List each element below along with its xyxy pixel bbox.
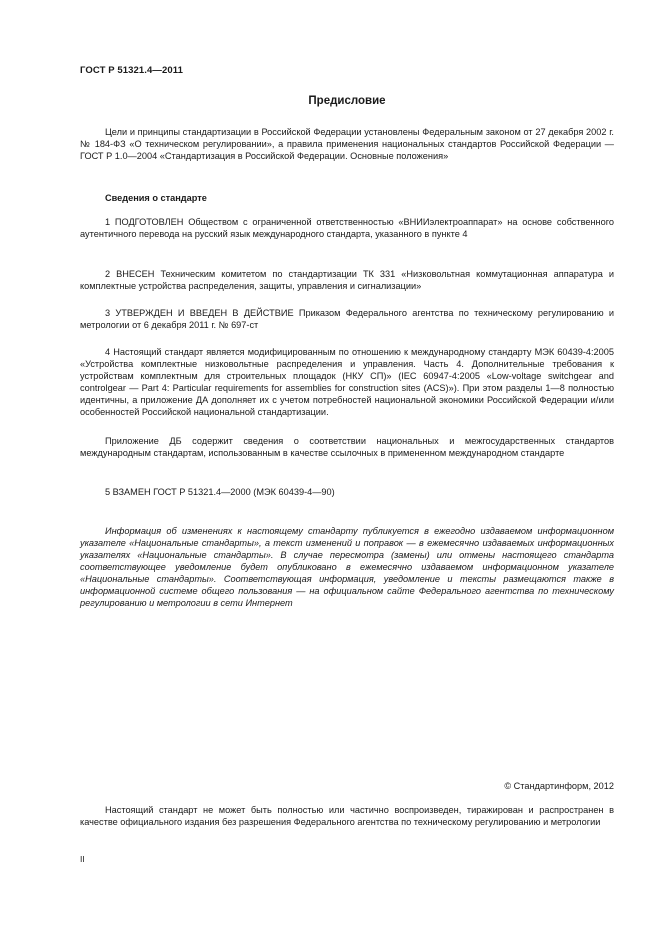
item-5-paragraph: 5 ВЗАМЕН ГОСТ Р 51321.4—2000 (МЭК 60439-4—90) (105, 487, 335, 497)
reproduction-notice: Настоящий стандарт не может быть полностью или частично воспроизведен, тиражирован и распространен в качестве официального издания без разрешения Федерального агентства по техническому регулированию и метрологии (80, 805, 614, 827)
information-notice: Информация об изменениях к настоящему стандарту публикуется в ежегодно издаваемом информационном указателе «Национальные стандарты», а текст изменений и поправок — в ежемесячно издаваемых информационных указателях «Национальные стандарты». В случае пересмотра (замены) или отмены настоящего стандарта соответствующее уведомление будет опубликовано в ежемесячно издаваемом информационном указателе «Национальные стандарты». Соответствующая информация, уведомление и тексты размещаются также в информационной системе общего пользования — на официальном сайте Федерального агентства по техническому регулированию и метрологии в сети Интернет (80, 526, 614, 608)
item-2-paragraph: 2 ВНЕСЕН Техническим комитетом по стандартизации ТК 331 «Низковольтная коммутационная аппаратура и комплектные устройства распределения, защиты, управления и сигнализации» (80, 269, 614, 291)
intro-paragraph: Цели и принципы стандартизации в Российской Федерации установлены Федеральным законом от 27 декабря 2002 г. № 184-ФЗ «О техническом регулировании», а правила применения национальных стандартов Российской Федерации — ГОСТ Р 1.0—2004 «Стандартизация в Российской Федерации. Основные положения» (80, 127, 614, 161)
section-subheading: Сведения о стандарте (105, 193, 207, 203)
document-code: ГОСТ Р 51321.4—2011 (80, 65, 184, 76)
page-number: II (80, 854, 85, 864)
item-1-paragraph: 1 ПОДГОТОВЛЕН Обществом с ограниченной ответственностью «ВНИИэлектроаппарат» на основе собственного аутентичного перевода на русский язык международного стандарта, указанного в пункте 4 (80, 217, 614, 239)
item-3-paragraph: 3 УТВЕРЖДЕН И ВВЕДЕН В ДЕЙСТВИЕ Приказом Федерального агентства по техническому регулированию и метрологии от 6 декабря 2011 г. № 697-ст (80, 308, 614, 330)
item-4-paragraph: 4 Настоящий стандарт является модифицированным по отношению к международному стандарту МЭК 60439-4:2005 «Устройства комплектные низковольтные распределения и управления. Часть 4. Дополнительные требования к устройствам комплектным для строительных площадок (НКУ СП)» (IEC 60947-4:2005 «Low-voltage switchgear and controlgear — Part 4: Particular requirements for assemblies for construction sites (ACS)»). При этом разделы 1—8 полностью идентичны, а приложение ДА дополняет их с учетом потребностей национальной экономики Российской Федерации и/или особенностей Российской национальной стандартизации. (80, 347, 614, 417)
page-title: Предисловие (308, 95, 386, 107)
item-4-annex-paragraph: Приложение ДБ содержит сведения о соответствии национальных и межгосударственных стандартов международным стандартам, использованным в качестве ссылочных в примененном международном стандарте (80, 436, 614, 458)
copyright-line: © Стандартинформ, 2012 (504, 781, 614, 791)
